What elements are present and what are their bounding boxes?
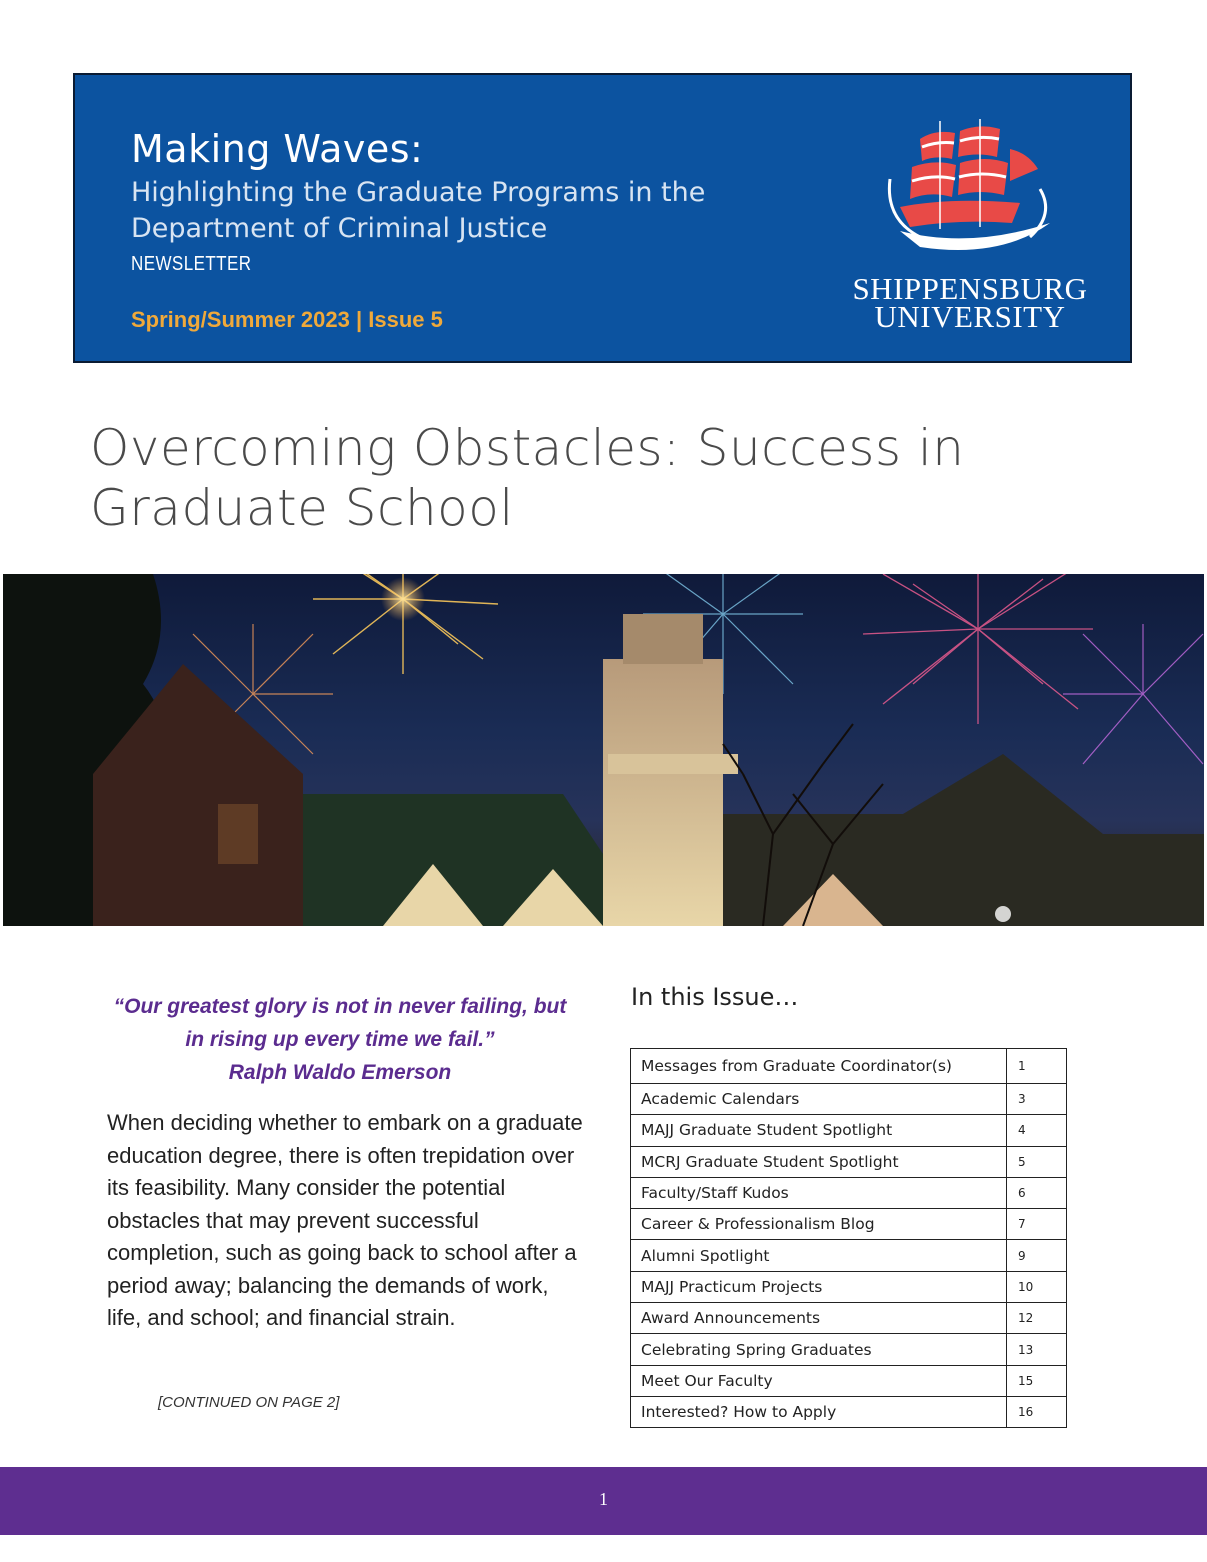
toc-row bbox=[631, 1271, 1067, 1302]
continued-note: [CONTINUED ON PAGE 2] bbox=[158, 1394, 340, 1411]
newsletter-banner bbox=[73, 73, 1132, 363]
toc-row bbox=[631, 1303, 1067, 1334]
toc-row bbox=[631, 1240, 1067, 1271]
logo-wordmark-line2: UNIVERSITY bbox=[874, 299, 1066, 334]
newsletter-title: Making Waves: bbox=[131, 127, 424, 171]
toc-item-label: Academic Calendars bbox=[631, 1084, 1007, 1115]
quote-author: Ralph Waldo Emerson bbox=[228, 1061, 452, 1084]
toc-item-label: MAJJ Practicum Projects bbox=[631, 1271, 1007, 1302]
page-footer bbox=[0, 1467, 1207, 1535]
toc-row bbox=[631, 1115, 1067, 1146]
toc-item-page: 4 bbox=[1007, 1115, 1067, 1146]
toc-item-page: 3 bbox=[1007, 1084, 1067, 1115]
newsletter-subtitle-line1: Highlighting the Graduate Programs in the bbox=[131, 177, 706, 208]
toc-item-page: 9 bbox=[1007, 1240, 1067, 1271]
ship-logo-icon bbox=[880, 119, 1060, 269]
headline-line2: Graduate School bbox=[90, 479, 514, 537]
toc-item-page: 6 bbox=[1007, 1177, 1067, 1208]
toc-row bbox=[631, 1049, 1067, 1084]
toc-item-page: 15 bbox=[1007, 1365, 1067, 1396]
toc-row bbox=[631, 1146, 1067, 1177]
toc-row bbox=[631, 1177, 1067, 1208]
article-headline bbox=[90, 418, 1090, 538]
toc-row bbox=[631, 1084, 1067, 1115]
university-logo bbox=[845, 119, 1095, 339]
newsletter-label: NEWSLETTER bbox=[131, 253, 252, 275]
toc-title: In this Issue… bbox=[631, 983, 799, 1011]
toc-item-page: 13 bbox=[1007, 1334, 1067, 1365]
toc-item-label: Alumni Spotlight bbox=[631, 1240, 1007, 1271]
toc-row bbox=[631, 1365, 1067, 1396]
toc-row bbox=[631, 1396, 1067, 1427]
toc-item-label: Faculty/Staff Kudos bbox=[631, 1177, 1007, 1208]
toc-item-label: Meet Our Faculty bbox=[631, 1365, 1007, 1396]
toc-row bbox=[631, 1334, 1067, 1365]
quote-line2: in rising up every time we fail.” bbox=[185, 1028, 495, 1051]
toc-item-page: 10 bbox=[1007, 1271, 1067, 1302]
newsletter-subtitle-line2: Department of Criminal Justice bbox=[131, 213, 548, 244]
toc-item-page: 16 bbox=[1007, 1396, 1067, 1427]
hero-photo-fireworks-campus bbox=[3, 574, 1204, 926]
toc-item-page: 5 bbox=[1007, 1146, 1067, 1177]
toc-item-page: 1 bbox=[1007, 1049, 1067, 1084]
toc-item-page: 7 bbox=[1007, 1209, 1067, 1240]
issue-label: Spring/Summer 2023 | Issue 5 bbox=[131, 307, 443, 332]
toc-item-label: Award Announcements bbox=[631, 1303, 1007, 1334]
toc-table bbox=[630, 1048, 1067, 1428]
article-body: When deciding whether to embark on a graduate education degree, there is often trepidation over its feasibility. Many consider the potential obstacles that may prevent successful completion, such as going back to school after a period away; balancing the demands of work, life, and school; and financial strain. bbox=[107, 1110, 583, 1330]
toc-item-label: Interested? How to Apply bbox=[631, 1396, 1007, 1427]
page-number: 1 bbox=[599, 1489, 608, 1509]
toc-item-label: MAJJ Graduate Student Spotlight bbox=[631, 1115, 1007, 1146]
logo-wordmark-line1: SHIPPENSBURG bbox=[852, 271, 1088, 306]
toc-item-label: Messages from Graduate Coordinator(s) bbox=[631, 1049, 1007, 1084]
toc-row bbox=[631, 1209, 1067, 1240]
toc-item-label: MCRJ Graduate Student Spotlight bbox=[631, 1146, 1007, 1177]
toc-item-label: Career & Professionalism Blog bbox=[631, 1209, 1007, 1240]
toc-item-label: Celebrating Spring Graduates bbox=[631, 1334, 1007, 1365]
toc-item-page: 12 bbox=[1007, 1303, 1067, 1334]
headline-line1: Overcoming Obstacles: Success in bbox=[90, 419, 965, 477]
quote-line1: “Our greatest glory is not in never failing, but bbox=[113, 995, 567, 1018]
